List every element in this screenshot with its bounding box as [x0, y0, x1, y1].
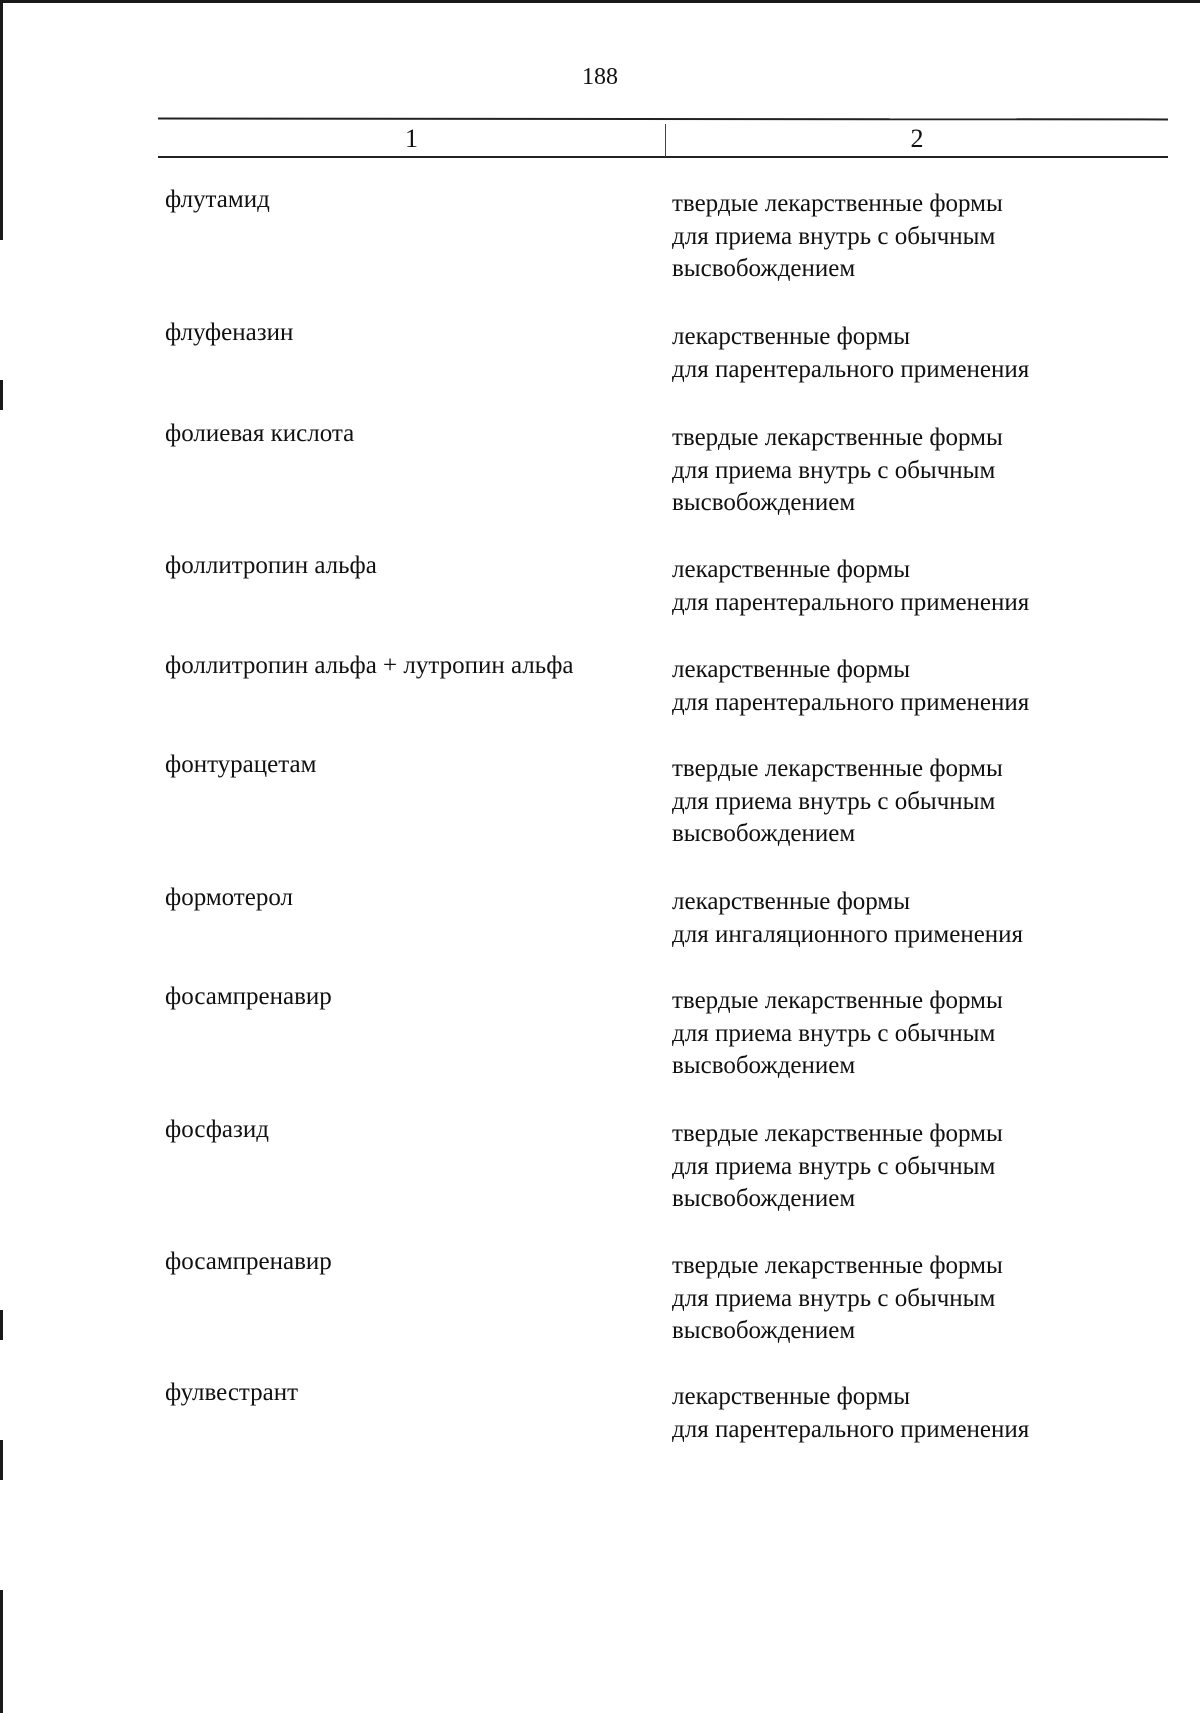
- dosage-form: [672, 1118, 1192, 1216]
- dosage-form-line: высвобождением: [672, 489, 856, 516]
- drug-name: фосампренавир: [165, 983, 332, 1010]
- dosage-form-line: для приема внутрь с обычным: [672, 222, 996, 250]
- dosage-form: [672, 1250, 1192, 1348]
- dosage-form-line: лекарственные формы: [672, 888, 911, 915]
- dosage-form: [672, 1381, 1192, 1446]
- dosage-form-line: твердые лекарственные формы: [672, 755, 1003, 782]
- scan-left-edge: [0, 0, 3, 240]
- drug-name: флутамид: [165, 186, 270, 213]
- dosage-form-line: для парентерального применения: [672, 355, 1030, 383]
- dosage-form: [672, 886, 1192, 951]
- dosage-form-line: твердые лекарственные формы: [672, 424, 1003, 451]
- dosage-form-line: твердые лекарственные формы: [672, 987, 1003, 1014]
- dosage-form-line: высвобождением: [672, 255, 856, 282]
- dosage-form-line: для ингаляционного применения: [672, 920, 1024, 948]
- page-number: 188: [582, 64, 618, 90]
- drug-name: фоллитропин альфа: [165, 552, 377, 579]
- dosage-form-line: для приема внутрь с обычным: [672, 1019, 996, 1047]
- dosage-form-line: для парентерального применения: [672, 688, 1030, 716]
- dosage-form: [672, 321, 1192, 386]
- column-header-2: 2: [910, 124, 924, 153]
- dosage-form: [672, 422, 1192, 520]
- dosage-form-line: для приема внутрь с обычным: [672, 1284, 996, 1312]
- table-header-rule: [158, 156, 1168, 158]
- dosage-form-line: лекарственные формы: [672, 323, 911, 350]
- dosage-form: [672, 753, 1192, 851]
- dosage-form-line: для приема внутрь с обычным: [672, 787, 996, 815]
- dosage-form-line: лекарственные формы: [672, 656, 911, 683]
- drug-name: фонтурацетам: [165, 751, 317, 778]
- column-header-1: 1: [405, 124, 418, 153]
- dosage-form-line: высвобождением: [672, 1185, 856, 1212]
- drug-name: фосампренавир: [165, 1248, 332, 1275]
- dosage-form-line: лекарственные формы: [672, 556, 911, 583]
- drug-name: флуфеназин: [165, 319, 294, 346]
- drug-name: фоллитропин альфа + лутропин альфа: [165, 652, 574, 679]
- dosage-form-line: высвобождением: [672, 1052, 856, 1079]
- table-top-rule: [158, 118, 1168, 121]
- dosage-form-line: для парентерального применения: [672, 588, 1030, 616]
- dosage-form-line: для приема внутрь с обычным: [672, 1152, 996, 1180]
- dosage-form-line: для парентерального применения: [672, 1415, 1030, 1443]
- dosage-form-line: твердые лекарственные формы: [672, 1252, 1003, 1279]
- scan-left-edge: [0, 380, 3, 410]
- dosage-form: [672, 554, 1192, 619]
- dosage-form-line: твердые лекарственные формы: [672, 1120, 1003, 1147]
- dosage-form-line: лекарственные формы: [672, 1383, 911, 1410]
- scan-left-edge: [0, 1590, 3, 1713]
- scan-left-edge: [0, 1310, 3, 1340]
- scan-top-edge: [0, 0, 1200, 3]
- dosage-form-line: твердые лекарственные формы: [672, 190, 1003, 217]
- dosage-form-line: высвобождением: [672, 820, 856, 847]
- dosage-form-line: высвобождением: [672, 1317, 856, 1344]
- drug-name: фулвестрант: [165, 1379, 299, 1406]
- drug-name: фолиевая кислота: [165, 420, 355, 447]
- dosage-form: [672, 985, 1192, 1083]
- drug-name: фосфазид: [165, 1116, 269, 1143]
- scan-left-edge: [0, 1440, 3, 1480]
- dosage-form: [672, 654, 1192, 719]
- drug-name: формотерол: [165, 884, 293, 911]
- dosage-form-line: для приема внутрь с обычным: [672, 456, 996, 484]
- dosage-form: [672, 188, 1192, 286]
